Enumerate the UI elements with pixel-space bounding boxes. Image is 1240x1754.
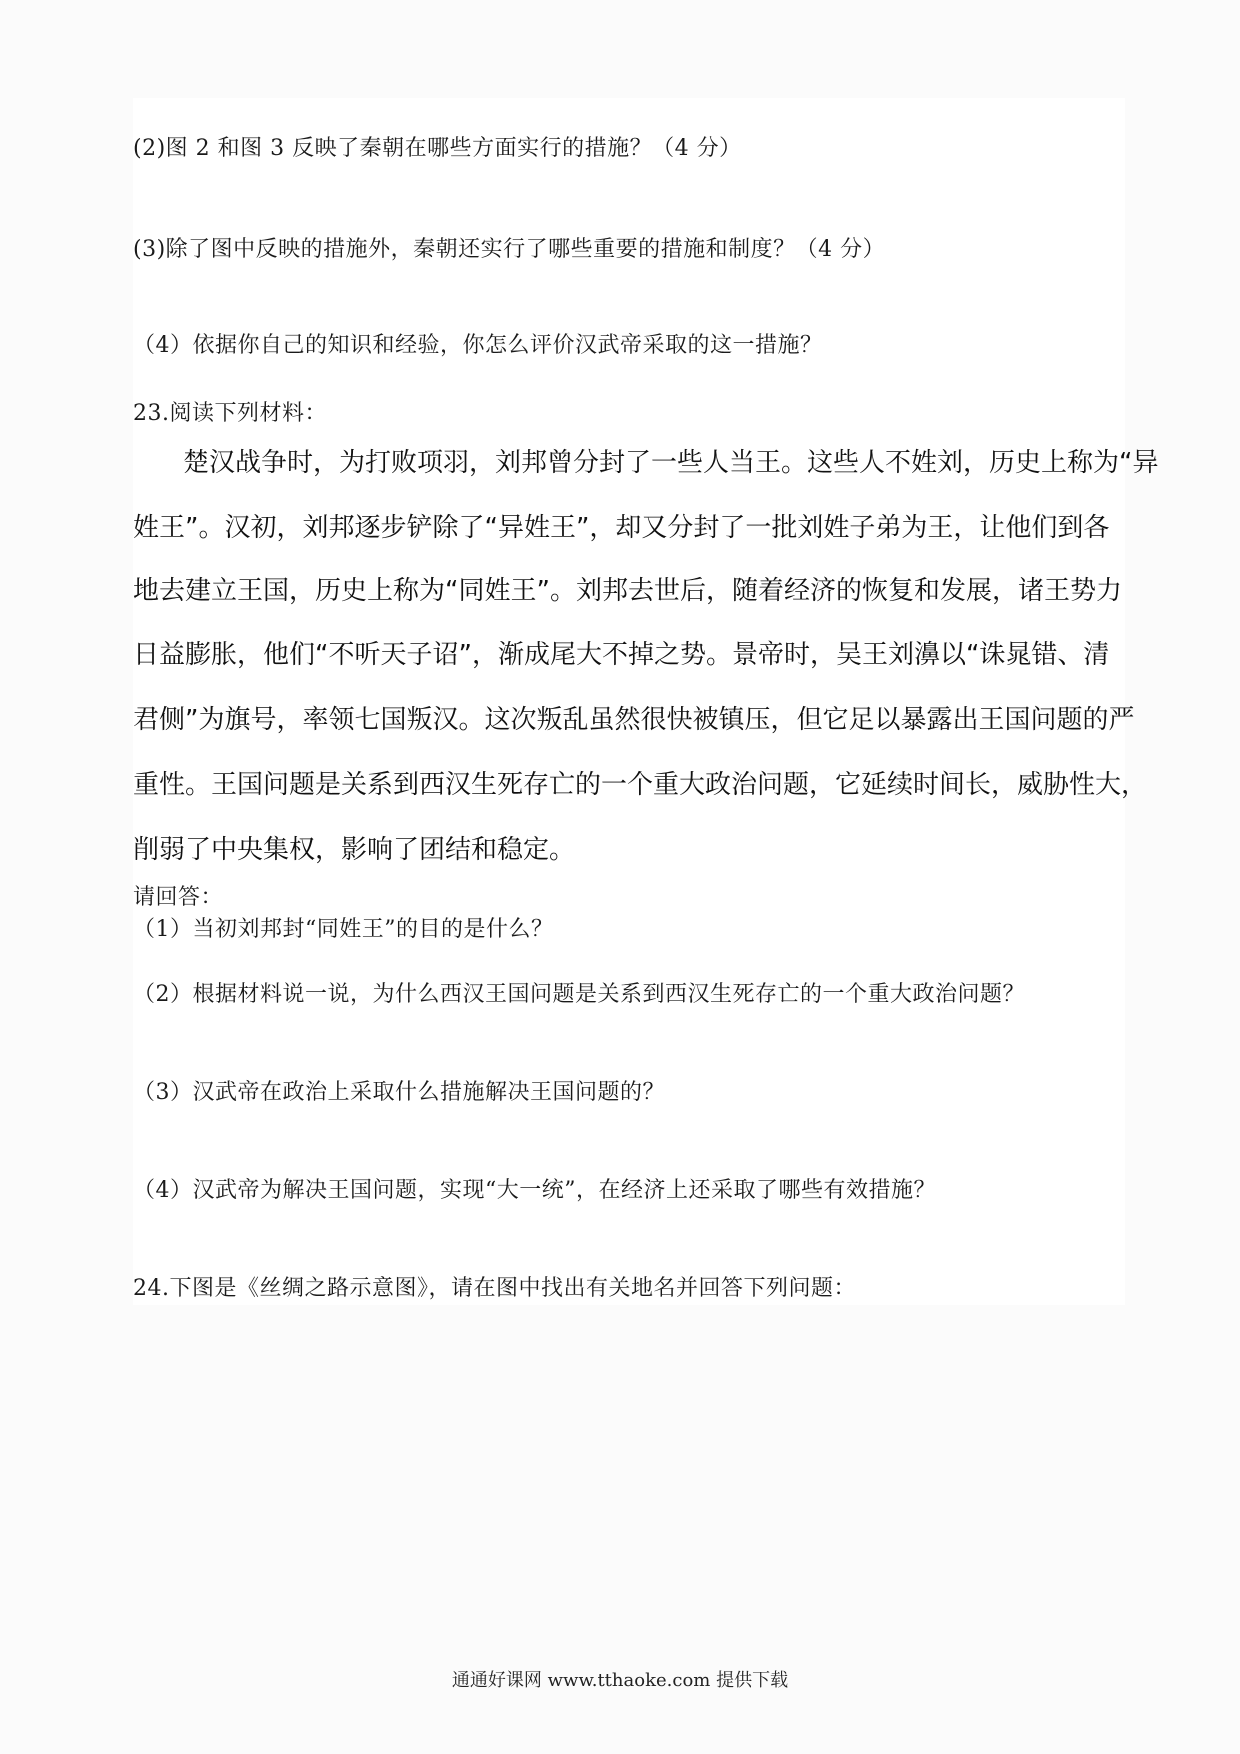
- answer-prompt: 请回答：: [133, 885, 224, 910]
- question-23-1: （1）当初刘邦封“同姓王”的目的是什么？: [133, 917, 554, 942]
- question-22-4: （4）依据你自己的知识和经验，你怎么评价汉武帝采取的这一措施？: [133, 333, 823, 358]
- passage-line: 姓王”。汉初，刘邦逐步铲除了“异姓王”，却又分封了一批刘姓子弟为王，让他们到各: [133, 513, 1110, 543]
- question-23-2: （2）根据材料说一说，为什么西汉王国问题是关系到西汉生死存亡的一个重大政治问题？: [133, 982, 1026, 1007]
- question-22-2: (2)图 2 和图 3 反映了秦朝在哪些方面实行的措施？（4 分）: [133, 136, 742, 161]
- question-24-heading: 24.下图是《丝绸之路示意图》，请在图中找出有关地名并回答下列问题：: [133, 1276, 856, 1301]
- footer-source: 通通好课网 www.tthaoke.com 提供下载: [451, 1670, 789, 1691]
- page-content-area: [133, 98, 1125, 1305]
- question-23-4: （4）汉武帝为解决王国问题，实现“大一统”，在经济上还采取了哪些有效措施？: [133, 1178, 936, 1203]
- passage-line: 重性。王国问题是关系到西汉生死存亡的一个重大政治问题，它延续时间长，威胁性大，: [133, 770, 1148, 800]
- question-23-heading: 23.阅读下列材料：: [133, 401, 327, 426]
- question-23-3: （3）汉武帝在政治上采取什么措施解决王国问题的？: [133, 1080, 665, 1105]
- question-22-3: (3)除了图中反映的措施外，秦朝还实行了哪些重要的措施和制度？（4 分）: [133, 237, 886, 262]
- passage-line: 日益膨胀，他们“不听天子诏”，渐成尾大不掉之势。景帝时，吴王刘濞以“诛晁错、清: [133, 640, 1110, 670]
- passage-line: 楚汉战争时，为打败项羽，刘邦曾分封了一些人当王。这些人不姓刘，历史上称为“异: [183, 448, 1159, 478]
- passage-line: 君侧”为旗号，率领七国叛汉。这次叛乱虽然很快被镇压，但它足以暴露出王国问题的严: [133, 705, 1135, 735]
- passage-line: 削弱了中央集权，影响了团结和稳定。: [133, 835, 576, 865]
- passage-line: 地去建立王国，历史上称为“同姓王”。刘邦去世后，随着经济的恢复和发展，诸王势力: [133, 576, 1122, 606]
